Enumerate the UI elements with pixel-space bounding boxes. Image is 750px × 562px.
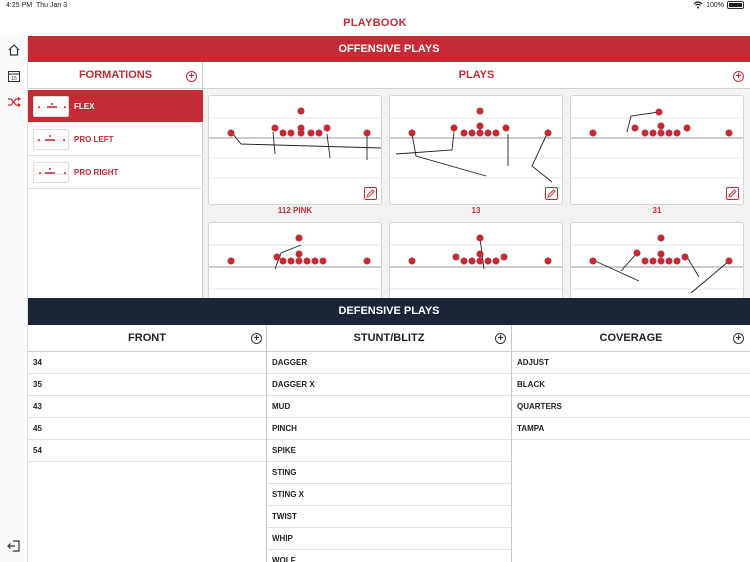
- calendar-icon[interactable]: [6, 68, 22, 84]
- list-item[interactable]: WOLF: [267, 550, 511, 562]
- list-item[interactable]: DAGGER X: [267, 374, 511, 396]
- add-formation-button[interactable]: +: [186, 71, 197, 82]
- play-card[interactable]: [208, 222, 382, 298]
- formation-item-flex[interactable]: [28, 90, 203, 123]
- play-diagram: [390, 223, 563, 298]
- formation-thumbnail: [33, 162, 69, 183]
- front-panel: [28, 325, 267, 562]
- list-item[interactable]: 45: [28, 418, 266, 440]
- play-name: 112 PINK: [277, 206, 313, 215]
- play-diagram: [209, 223, 382, 298]
- list-item[interactable]: 35: [28, 374, 266, 396]
- plays-title: PLAYS: [203, 62, 750, 89]
- play-diagram: [390, 96, 563, 205]
- edit-play-button[interactable]: [545, 187, 558, 200]
- list-item[interactable]: ADJUST: [512, 352, 750, 374]
- play-diagram: [209, 96, 382, 205]
- logout-icon[interactable]: [6, 538, 22, 554]
- list-item[interactable]: PINCH: [267, 418, 511, 440]
- play-card[interactable]: [389, 95, 563, 205]
- status-bar: [0, 0, 750, 12]
- formations-panel: [28, 62, 203, 298]
- list-item[interactable]: DAGGER: [267, 352, 511, 374]
- defensive-plays-header: DEFENSIVE PLAYS: [28, 298, 750, 325]
- add-coverage-button[interactable]: +: [733, 333, 744, 344]
- coverage-title: COVERAGE: [512, 325, 750, 352]
- play-diagram: [571, 96, 744, 205]
- home-icon[interactable]: [6, 42, 22, 58]
- status-date: Thu Jan 3: [36, 2, 68, 9]
- list-item[interactable]: 34: [28, 352, 266, 374]
- formation-thumbnail: [33, 96, 69, 117]
- title-bar: [0, 12, 750, 36]
- svg-text:15: 15: [11, 76, 17, 82]
- page-title: PLAYBOOK: [343, 17, 407, 29]
- add-front-button[interactable]: +: [251, 333, 262, 344]
- play-card[interactable]: [570, 95, 744, 205]
- stunt-blitz-title: STUNT/BLITZ: [267, 325, 511, 352]
- list-item[interactable]: SPIKE: [267, 440, 511, 462]
- list-item[interactable]: TAMPA: [512, 418, 750, 440]
- list-item[interactable]: MUD: [267, 396, 511, 418]
- sidebar: [0, 36, 28, 562]
- play-diagram: [571, 223, 744, 298]
- list-item[interactable]: 43: [28, 396, 266, 418]
- list-item[interactable]: 54: [28, 440, 266, 462]
- shuffle-icon[interactable]: [6, 94, 22, 110]
- list-item[interactable]: WHIP: [267, 528, 511, 550]
- formations-title: FORMATIONS: [28, 62, 203, 89]
- list-item[interactable]: QUARTERS: [512, 396, 750, 418]
- edit-play-button[interactable]: [726, 187, 739, 200]
- formation-label: PRO LEFT: [74, 135, 114, 144]
- offensive-plays-header: OFFENSIVE PLAYS: [28, 36, 750, 62]
- formation-item-pro-left[interactable]: [28, 123, 203, 156]
- play-card[interactable]: [389, 222, 563, 298]
- wifi-icon: [693, 1, 703, 9]
- plays-panel: [203, 62, 750, 298]
- status-right: [693, 1, 744, 9]
- list-item[interactable]: BLACK: [512, 374, 750, 396]
- play-card[interactable]: [208, 95, 382, 205]
- formation-item-pro-right[interactable]: [28, 156, 203, 189]
- add-play-button[interactable]: +: [733, 71, 744, 82]
- front-title: FRONT: [28, 325, 266, 352]
- list-item[interactable]: TWIST: [267, 506, 511, 528]
- play-name: 31: [652, 206, 662, 215]
- battery-icon: [727, 1, 744, 9]
- battery-percent: 100%: [706, 1, 724, 9]
- list-item[interactable]: STING X: [267, 484, 511, 506]
- list-item[interactable]: STING: [267, 462, 511, 484]
- status-time: 4:25 PM: [6, 2, 33, 9]
- formation-thumbnail: [33, 129, 69, 150]
- formation-label: FLEX: [74, 102, 95, 111]
- play-card[interactable]: [570, 222, 744, 298]
- play-name: 13: [471, 206, 481, 215]
- add-stunt-blitz-button[interactable]: +: [495, 333, 506, 344]
- coverage-panel: [512, 325, 750, 562]
- edit-play-button[interactable]: [364, 187, 377, 200]
- stunt-blitz-panel: [267, 325, 512, 562]
- formation-label: PRO RIGHT: [74, 168, 119, 177]
